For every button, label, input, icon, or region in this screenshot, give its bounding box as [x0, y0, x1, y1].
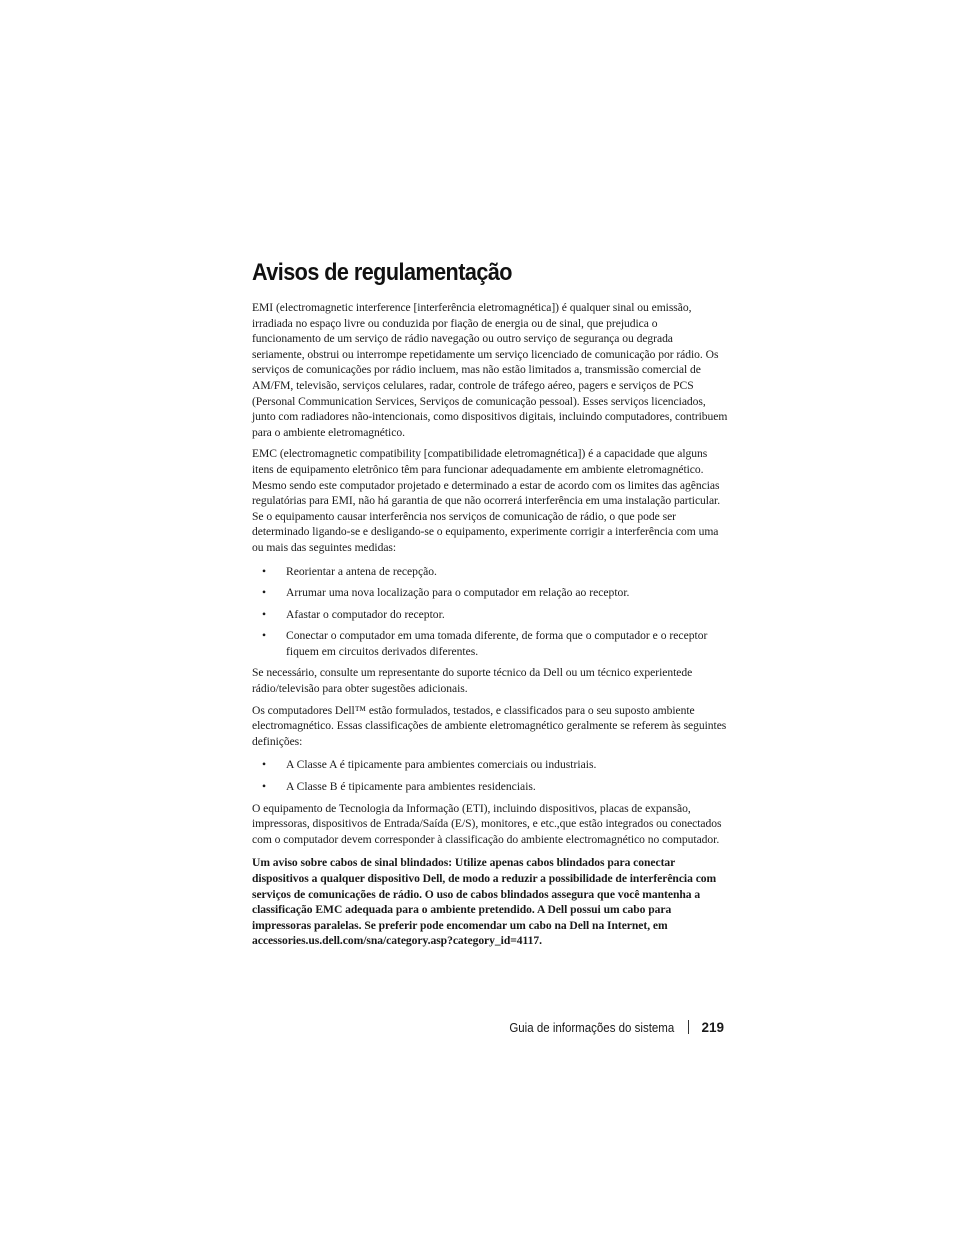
dell-classes-paragraph: Os computadores Dell™ estão formulados, testados, e classificados para o seu suposto ambiente electromagnético. Essas classificações de ambiente eletromagnético geralmente se referem às seguintes definições:	[252, 703, 727, 748]
list-item	[252, 779, 728, 795]
measures-list	[252, 564, 728, 660]
cable-notice-paragraph: Um aviso sobre cabos de sinal blindados: Utilize apenas cabos blindados para conectar dispositivos a qualquer dispositivo Dell, de modo a reduzir a possibilidade de interferência com serviços de comunicações de rádio. O uso de cabos blindados assegura que você mantenha a classificação EMC adequada para o ambiente pretendido. A Dell possui um cabo para impressoras paralelas. Se preferir pode encomendar um cabo na Dell na Internet, em accessories.us.dell.com/sna/category.asp?category_id=4117.	[252, 856, 717, 948]
bullet-icon: •	[262, 607, 267, 621]
emc-paragraph: EMC (electromagnetic compatibility [compatibilidade eletromagnética]) é a capacidade que alguns itens de equipamento eletrônico têm para funcionar adequadamente em ambiente eletromagnético. Mesmo sendo este computador projetado e determinado a estar de acordo com os limites das agências regulatórias para EMI, não há garantia de que não ocorrerá interferência em uma instalação particular. Se o equipamento causar interferência nos serviços de comunicação de rádio, o que pode ser determinado ligando-se e desligando-se o equipamento, experimente corrigir a interferência com uma ou mais das seguintes medidas:	[252, 447, 721, 554]
list-item-text: A Classe A é tipicamente para ambientes comerciais ou industriais.	[286, 758, 597, 772]
list-item	[252, 585, 728, 601]
main-content	[252, 258, 728, 955]
bullet-icon: •	[262, 780, 267, 794]
list-item	[252, 607, 728, 623]
footer-guide-title: Guia de informações do sistema	[509, 1021, 675, 1035]
bullet-icon: •	[262, 586, 267, 600]
classes-list	[252, 757, 728, 794]
bullet-icon: •	[262, 629, 267, 643]
list-item-text: Arrumar uma nova localização para o computador em relação ao receptor.	[286, 586, 630, 600]
list-item-text: Conectar o computador em uma tomada diferente, de forma que o computador e o receptor fiquem em circuitos derivados diferentes.	[286, 629, 708, 658]
bullet-icon: •	[262, 758, 267, 772]
emi-paragraph: EMI (electromagnetic interference [interferência eletromagnética]) é qualquer sinal ou emissão, irradiada no espaço livre ou conduzida por fiação de energia ou de sinal, que prejudica o funcionamento de um serviço de rádio navegação ou outro serviço de segurança ou degrada seriamente, obstrui ou interrompe repetidamente um serviço licenciado de comunicação por rádio. Os serviços de comunicações por rádio incluem, mas não estão limitados a, transmissão comercial de AM/FM, televisão, serviços celulares, radar, controle de tráfego aéreo, pagers e serviços de PCS (Personal Communication Services, Serviços de comunicação pessoal). Esses serviços licenciados, junto com radiadores não-intencionais, como dispositivos digitais, incluindo computadores, contribuem para o ambiente eletromagnético.	[252, 301, 728, 439]
list-item	[252, 564, 728, 580]
support-paragraph: Se necessário, consulte um representante do suporte técnico da Dell ou um técnico experientede rádio/televisão para obter sugestões adicionais.	[252, 666, 693, 696]
page-number: 219	[701, 1020, 724, 1035]
page-footer	[252, 1018, 728, 1038]
list-item-text: A Classe B é tipicamente para ambientes residenciais.	[286, 780, 536, 794]
bullet-icon: •	[262, 564, 267, 578]
page-title: Avisos de regulamentação	[252, 259, 512, 286]
eti-paragraph: O equipamento de Tecnologia da Informação (ETI), incluindo dispositivos, placas de expansão, impressoras, dispositivos de Entrada/Saída (E/S), monitores, e etc.,que estão integrados ou conectados com o computador devem corresponder à classificação do ambiente electromagnético no computador.	[252, 801, 722, 846]
list-item	[252, 628, 728, 659]
list-item-text: Afastar o computador do receptor.	[286, 607, 445, 621]
list-item	[252, 757, 728, 773]
list-item-text: Reorientar a antena de recepção.	[286, 564, 437, 578]
footer-divider	[688, 1020, 689, 1034]
